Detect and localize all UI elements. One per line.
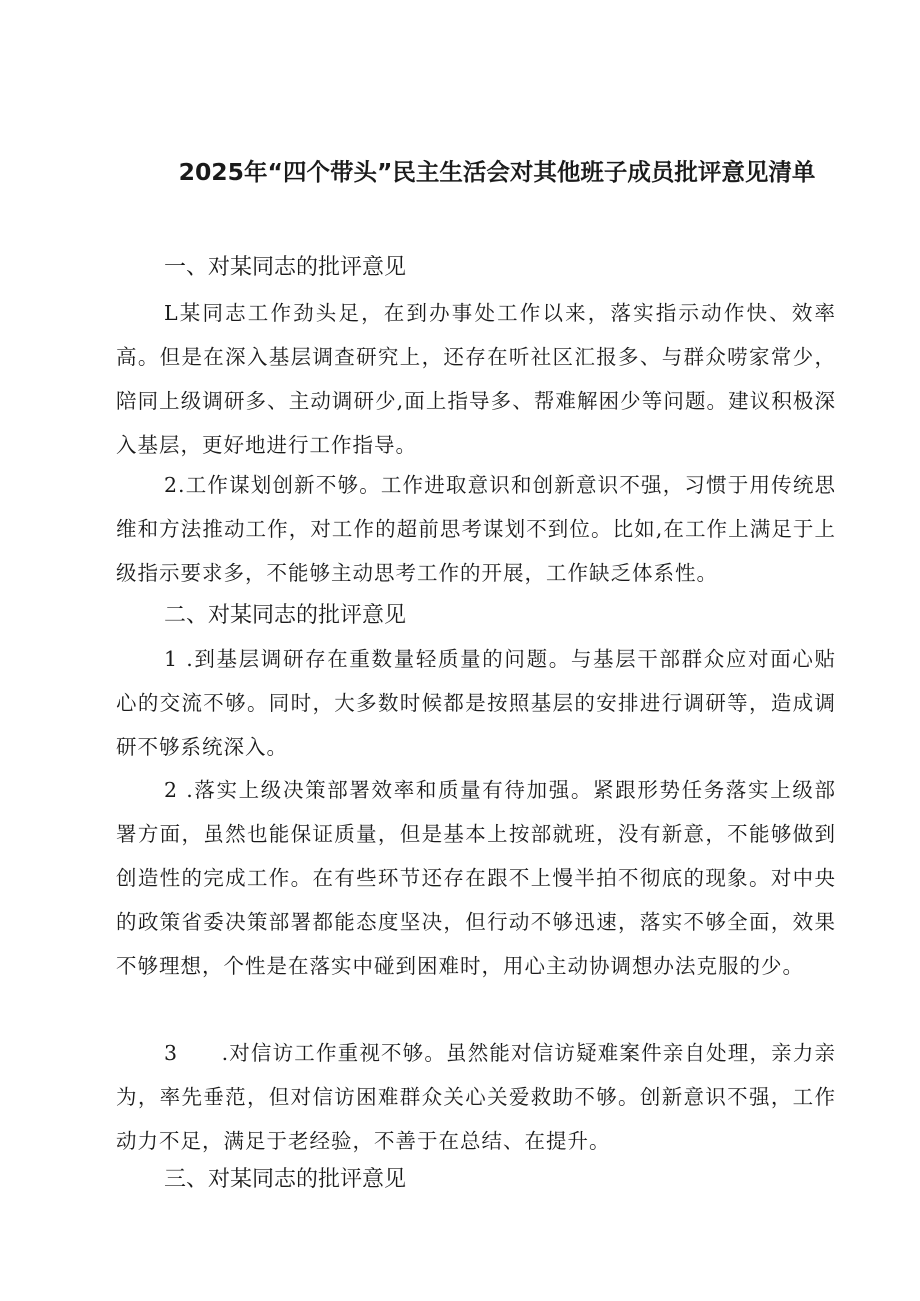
document-title: 2025年“四个带头”民主生活会对其他班子成员批评意见清单	[178, 158, 816, 186]
section-heading-3: 三、对某同志的批评意见	[164, 1167, 407, 1192]
paragraph: 3 .对信访工作重视不够。虽然能对信访疑难案件亲自处理，亲力亲为，率先垂范，但对信访困难群众关心关爱救助不够。创新意识不强，工作动力不足，满足于老经验，不善于在总结、在提升。	[116, 1041, 836, 1153]
paragraph: 2.工作谋划创新不够。工作进取意识和创新意识不强，习惯于用传统思维和方法推动工作，对工作的超前思考谋划不到位。比如,在工作上满足于上级指示要求多，不能够主动思考工作的开展，工作缺乏体系性。	[116, 473, 836, 585]
paragraph: 2 .落实上级决策部署效率和质量有待加强。紧跟形势任务落实上级部署方面，虽然也能保证质量，但是基本上按部就班，没有新意，不能够做到创造性的完成工作。在有些环节还存在跟不上慢半拍不彻底的现象。对中央的政策省委决策部署都能态度坚决，但行动不够迅速，落实不够全面，效果不够理想，个性是在落实中碰到困难时，用心主动协调想办法克服的少。	[116, 778, 836, 978]
section-heading-1: 一、对某同志的批评意见	[164, 255, 407, 280]
section-heading-2: 二、对某同志的批评意见	[164, 603, 407, 628]
paragraph: 1 .到基层调研存在重数量轻质量的问题。与基层干部群众应对面心贴心的交流不够。同时，大多数时候都是按照基层的安排进行调研等，造成调研不够系统深入。	[116, 647, 836, 759]
paragraph: L某同志工作劲头足，在到办事处工作以来，落实指示动作快、效率高。但是在深入基层调查研究上，还存在听社区汇报多、与群众唠家常少，陪同上级调研多、主动调研少,面上指导多、帮难解困少等问题。建议积极深入基层，更好地进行工作指导。	[116, 301, 836, 457]
